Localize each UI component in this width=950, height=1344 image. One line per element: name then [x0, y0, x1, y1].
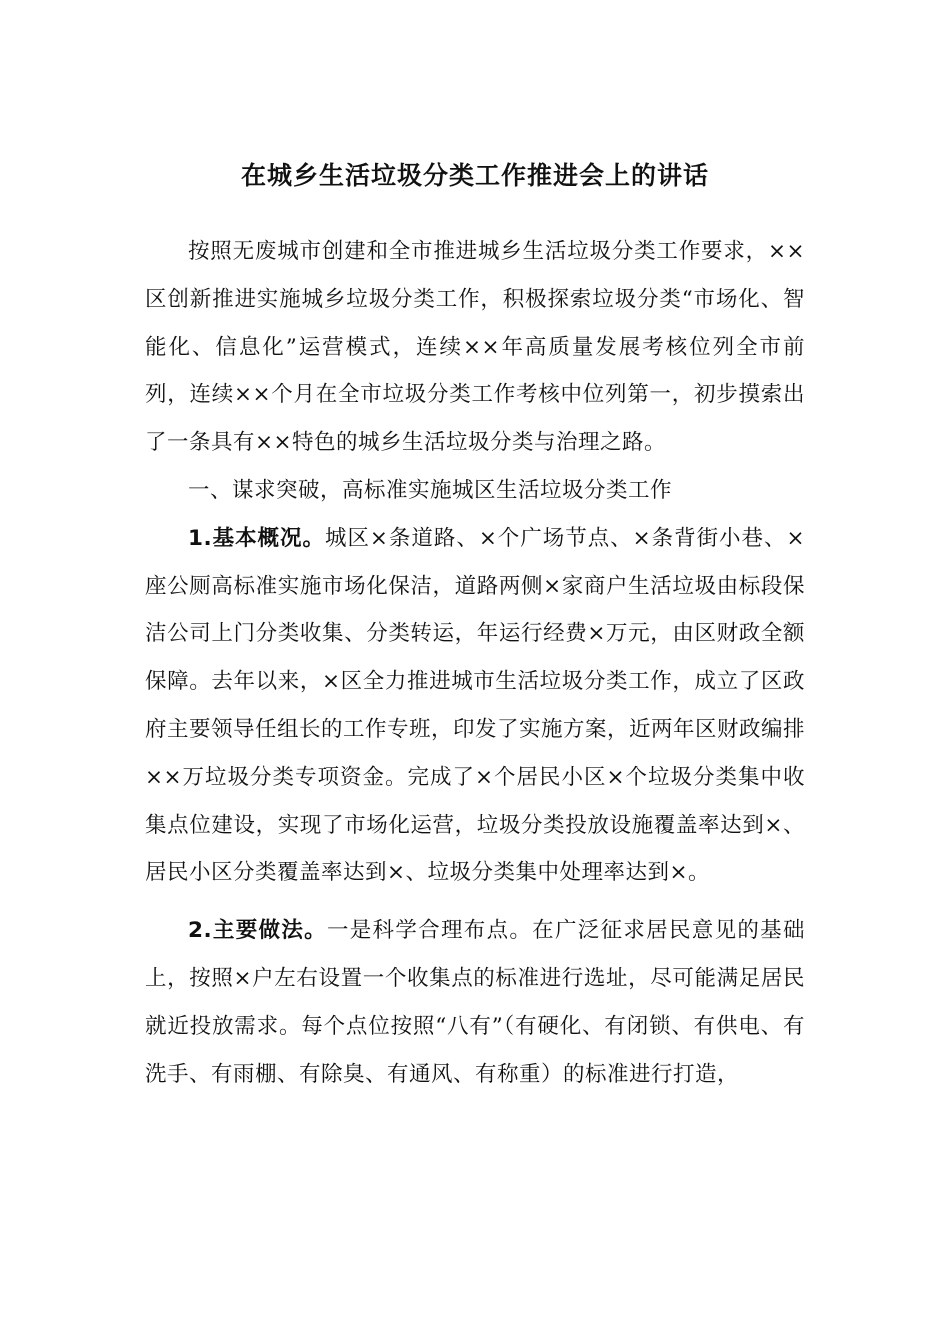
paragraph-practices-text: 一是科学合理布点。在广泛征求居民意见的基础上，按照×户左右设置一个收集点的标准进行选址，尽可能满足居民就近投放需求。每个点位按照“八有”（有硬化、有闭锁、有供电、有洗手、有雨棚、有除臭、有通风、有称重）的标准进行打造， [145, 918, 805, 1087]
paragraph-overview [145, 515, 805, 897]
paragraph-overview-text: 城区×条道路、×个广场节点、×条背街小巷、×座公厕高标准实施市场化保洁，道路两侧×家商户生活垃圾由标段保洁公司上门分类收集、分类转运，年运行经费×万元，由区财政全额保障。去年以来，×区全力推进城市生活垃圾分类工作，成立了区政府主要领导任组长的工作专班，印发了实施方案，近两年区财政编排××万垃圾分类专项资金。完成了×个居民小区×个垃圾分类集中收集点位建设，实现了市场化运营，垃圾分类投放设施覆盖率达到×、居民小区分类覆盖率达到×、垃圾分类集中处理率达到×。 [145, 525, 806, 886]
paragraph-overview-lead: 1.基本概况。 [188, 525, 325, 551]
document-title: 在城乡生活垃圾分类工作推进会上的讲话 [240, 161, 709, 190]
paragraph-intro [145, 228, 805, 467]
document-body [145, 228, 805, 1098]
paragraph-practices-lead: 2.主要做法。 [188, 918, 327, 944]
paragraph-intro-text: 按照无废城市创建和全市推进城乡生活垃圾分类工作要求，××区创新推进实施城乡垃圾分类工作，积极探索垃圾分类“市场化、智能化、信息化”运营模式，连续××年高质量发展考核位列全市前列，连续××个月在全市垃圾分类工作考核中位列第一，初步摸索出了一条具有××特色的城乡生活垃圾分类与治理之路。 [145, 239, 805, 456]
section-heading-1-text: 一、谋求突破，高标准实施城区生活垃圾分类工作 [188, 477, 673, 503]
section-heading-1 [145, 467, 805, 515]
paragraph-practices [145, 907, 805, 1098]
